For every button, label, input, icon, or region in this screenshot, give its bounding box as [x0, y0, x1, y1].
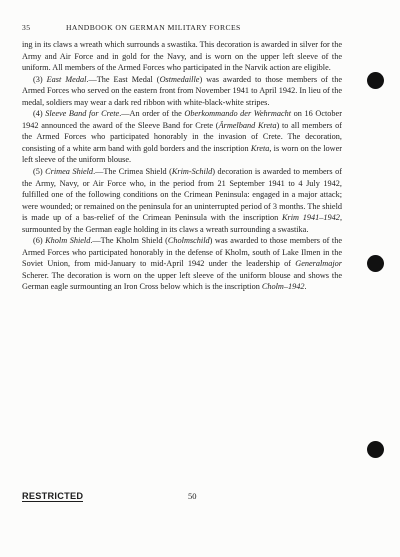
body-text [22, 39, 342, 293]
punch-hole-bottom [367, 441, 384, 458]
text-run: , is worn on the lower left sleeve of the uniform blouse. [22, 143, 342, 165]
italic-term: Ärmelband Kreta [218, 120, 277, 130]
paragraph-narvik-shield-continued [22, 39, 342, 74]
page-header [22, 23, 348, 35]
text-run: ) decoration is awarded to members of the Army, Navy, or Air Force who, in the period from 21 September 1941 to 4 July 1942, fulfilled one of the following conditions on the Crimean Peninsula: engaged in a major attack; were wounded; or remained on the peninsula for an uninterrupted period of 3 months. The shield is made up of a bas-relief of the Crimean Peninsula with the inscription [22, 167, 342, 223]
text-run: .—The Crimea Shield ( [93, 167, 172, 177]
italic-term: Sleeve Band for Crete [45, 109, 120, 119]
punch-hole-middle [367, 255, 384, 272]
text-run: ) was awarded to those members of the Armed Forces who participated honorably in the defense of Kholm, south of Lake Ilmen in the Soviet Union, from mid-January to mid-April 1942 under the leadership of [22, 236, 343, 269]
text-run: (3) [33, 74, 47, 84]
text-run: .—An order of the [119, 109, 185, 119]
italic-term: Krim 1941–1942 [282, 213, 340, 223]
italic-term: Generalmajor [295, 259, 342, 269]
italic-term: Cholm–1942 [261, 282, 305, 292]
text-run: (6) [33, 236, 46, 246]
punch-hole-top [367, 72, 384, 89]
text-run: .—The East Medal ( [86, 74, 160, 84]
paragraph-sleeve-band-crete [22, 108, 342, 166]
header-page-number: 35 [22, 23, 31, 32]
text-run: (4) [33, 109, 46, 119]
italic-term: Kholm Shield [45, 236, 91, 246]
italic-term: Kreta [250, 143, 270, 153]
italic-term: East Medal [46, 74, 87, 84]
running-title: HANDBOOK ON GERMAN MILITARY FORCES [66, 23, 241, 32]
text-run: .—The Kholm Shield ( [90, 236, 168, 246]
paragraph-crimea-shield [22, 166, 342, 235]
text-run: (5) [33, 167, 46, 177]
italic-term: Oberkommando der Wehrmacht [184, 109, 292, 119]
text-run: on 16 October 1942 announced the award of the Sleeve Band for Crete ( [22, 109, 342, 130]
text-run: , surmounted by the German eagle holding in its claws a wreath surrounding a swastika. [22, 213, 342, 234]
text-run: . [304, 282, 307, 292]
italic-term: Crimea Shield [45, 167, 94, 177]
page-footer [22, 491, 348, 505]
italic-term: Cholmschild [167, 236, 210, 246]
italic-term: Ostmedaille [159, 74, 200, 84]
italic-term: Krim-Schild [171, 167, 213, 177]
text-run: ing in its claws a wreath which surrounds a swastika. This decoration is awarded in silver for the Army and Air Force and in gold for the Navy, and is worn on the upper left sleeve of the uniform. All members of the Armed Forces who participated in the Narvik action are eligible. [22, 40, 342, 73]
text-run: ) to all members of the Armed Forces who participated honorably in the invasion of Crete. The decoration, consisting of a white arm band with gold borders and the inscription [22, 120, 342, 153]
classification-marking: RESTRICTED [22, 491, 84, 501]
footer-page-number: 50 [188, 491, 197, 501]
text-run: Scherer. The decoration is worn on the upper left sleeve of the uniform blouse and shows the German eagle surmounting an Iron Cross below which is the inscription [22, 270, 342, 292]
paragraph-east-medal [22, 74, 342, 109]
text-run: ) was awarded to those members of the Armed Forces who served on the eastern front from November 1941 to April 1942. In lieu of the medal, soldiers may wear a dark red ribbon with white-black-white stripes. [22, 74, 342, 107]
paragraph-kholm-shield [22, 235, 342, 293]
